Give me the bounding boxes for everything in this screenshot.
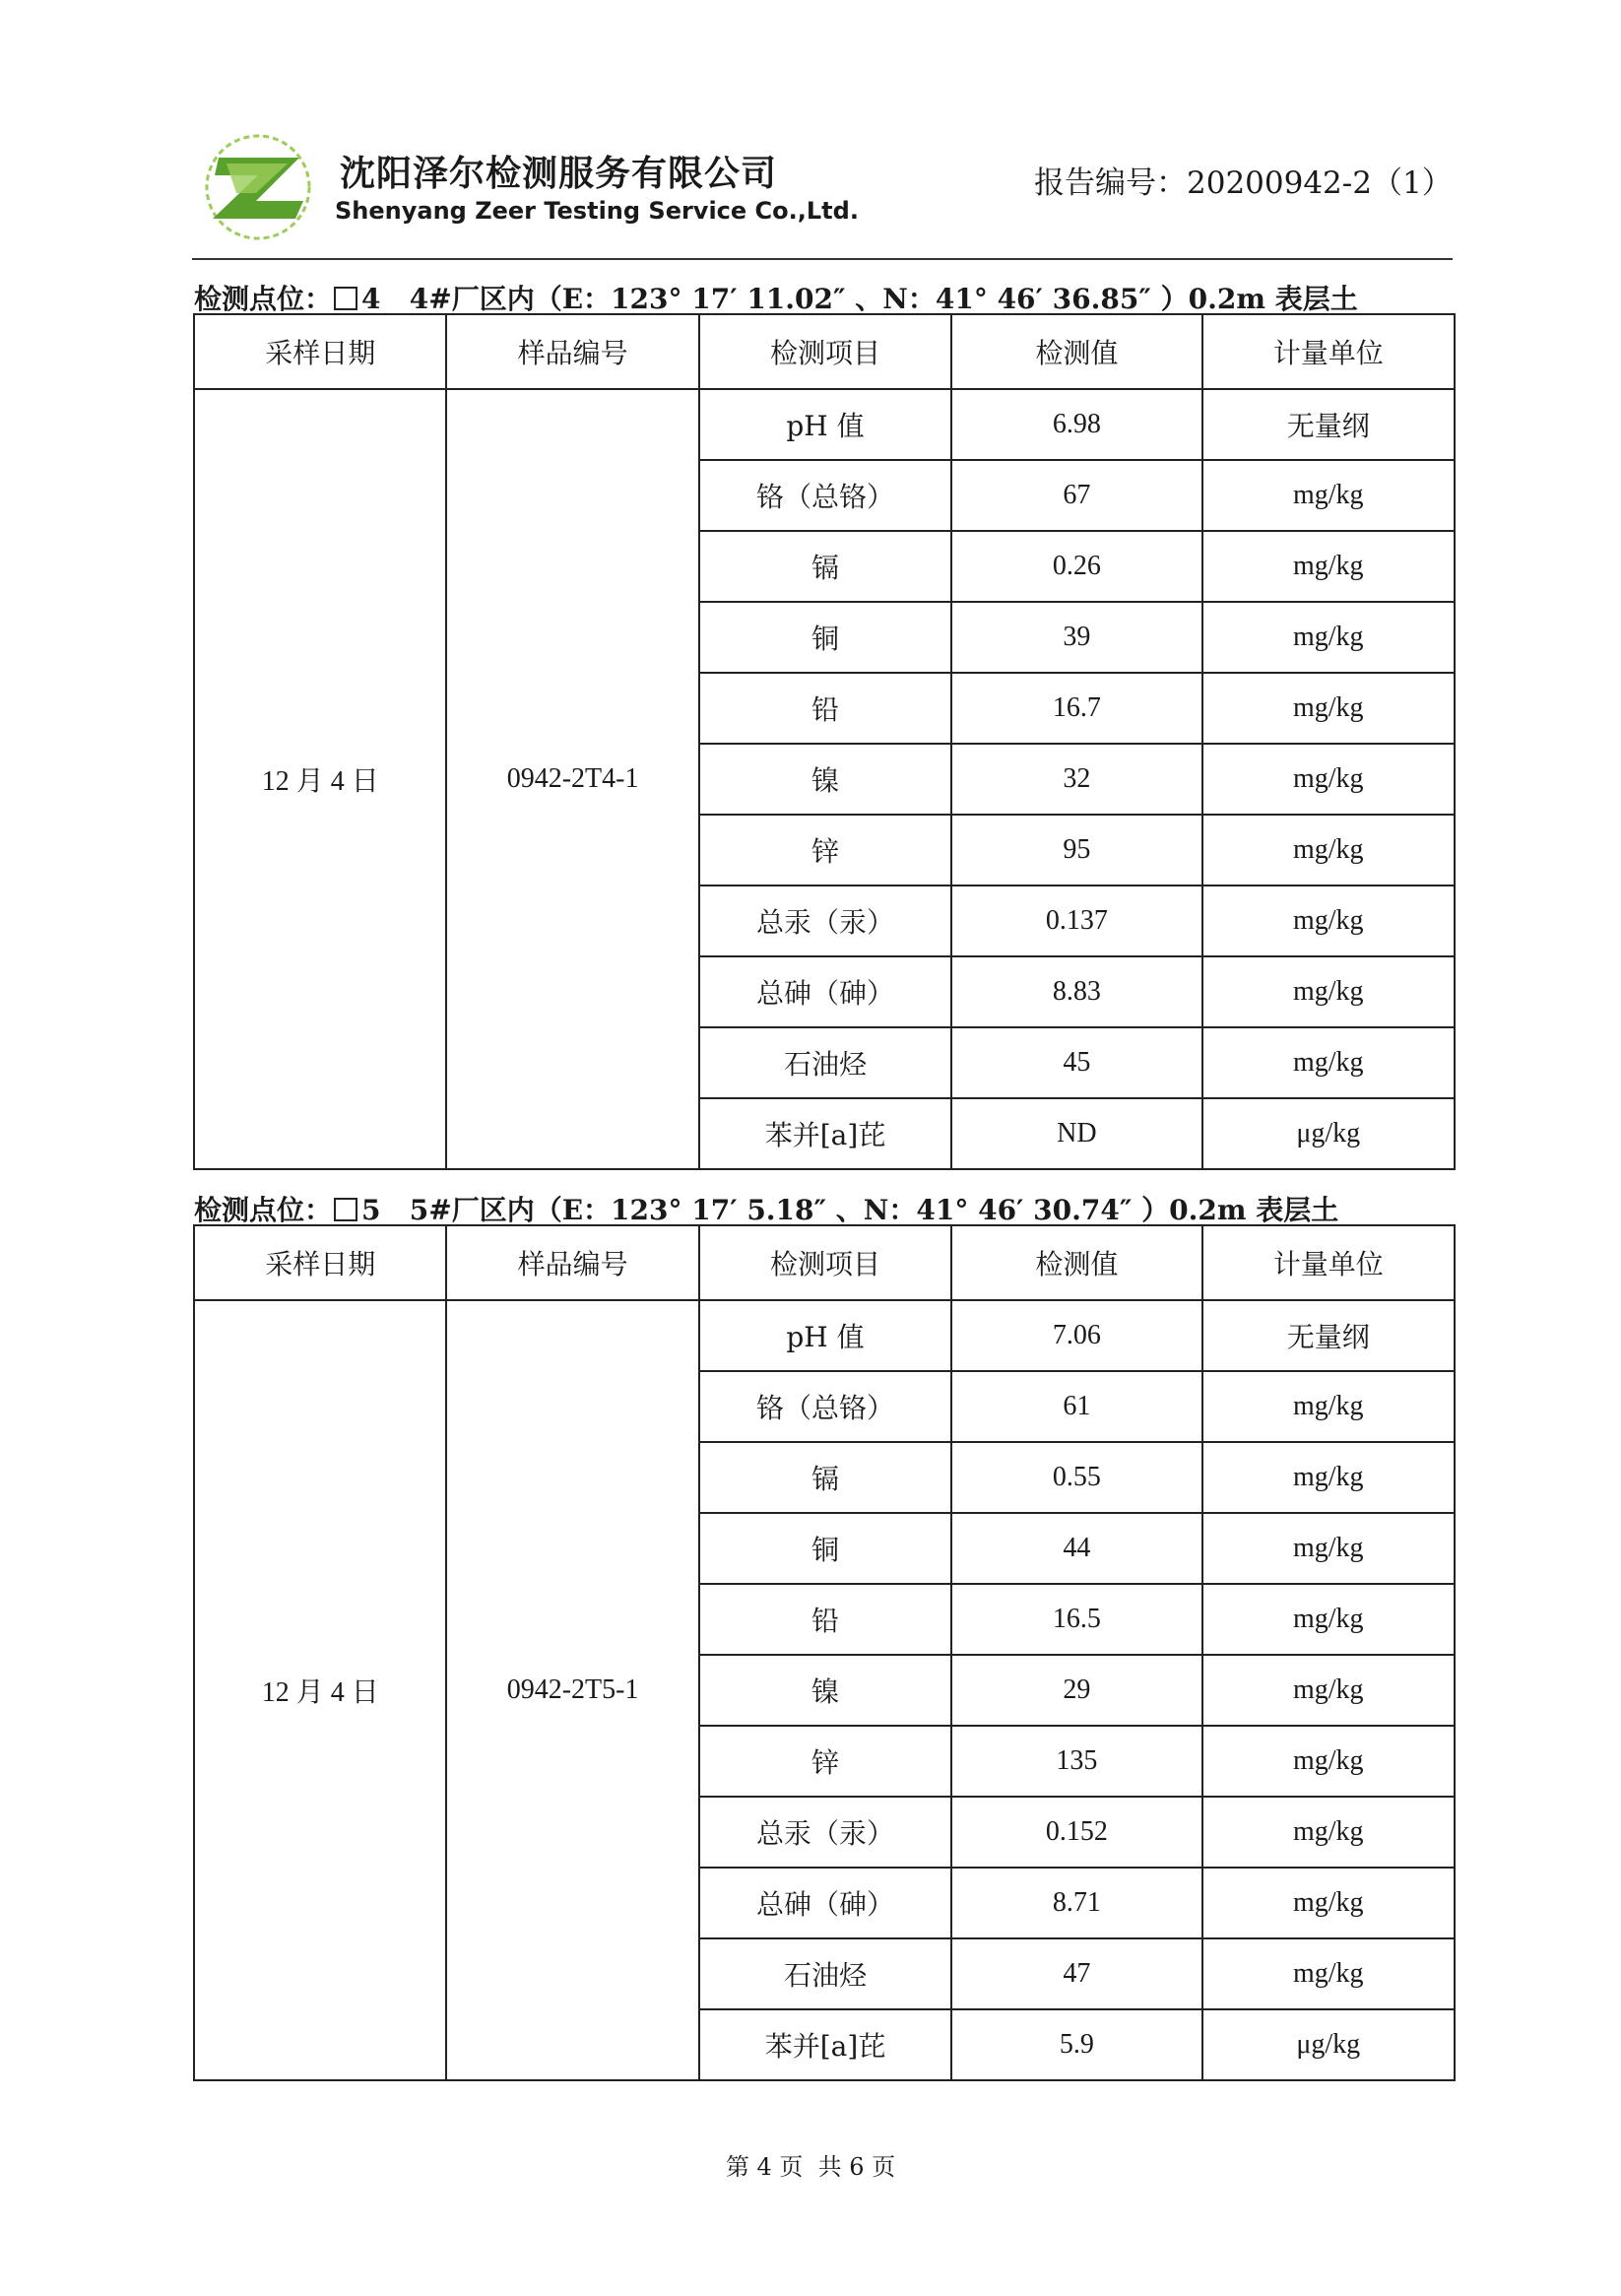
test-unit: mg/kg [1202,673,1455,744]
test-unit: mg/kg [1202,744,1455,815]
site-point-id: 4 [361,283,381,315]
test-value: 45 [951,1027,1201,1098]
test-value: 29 [951,1655,1201,1726]
test-item: 苯并[a]芘 [699,1098,951,1169]
test-unit: mg/kg [1202,602,1455,673]
test-unit: mg/kg [1202,1513,1455,1584]
test-value: 16.7 [951,673,1201,744]
test-value: 61 [951,1371,1201,1442]
report-number-value: 20200942-2（1） [1187,165,1453,201]
site-point-label: 检测点位： [194,1194,333,1226]
results-table [193,313,1456,1170]
test-value: 135 [951,1726,1201,1797]
test-value: 8.71 [951,1868,1201,1938]
test-unit: mg/kg [1202,815,1455,886]
test-item: 铬（总铬） [699,460,951,531]
test-unit: 无量纲 [1202,1300,1455,1371]
site-point-desc: 4#厂区内（E：123° 17′ 11.02″ 、N：41° 46′ 36.85″ ）0.2m 表层土 [409,283,1358,315]
test-value: 47 [951,1938,1201,2009]
test-unit: mg/kg [1202,1442,1455,1513]
test-item: 苯并[a]芘 [699,2009,951,2080]
test-unit: μg/kg [1202,2009,1455,2080]
test-item: 锌 [699,1726,951,1797]
col-header-sample-id: 样品编号 [446,314,698,389]
test-value: 8.83 [951,956,1201,1027]
test-item: 铅 [699,1584,951,1655]
site-point-desc: 5#厂区内（E：123° 17′ 5.18″ 、N：41° 46′ 30.74″ ）0.2m 表层土 [409,1194,1339,1226]
site-point-line [194,1189,1338,1228]
col-header-value: 检测值 [951,1225,1201,1300]
test-value: 67 [951,460,1201,531]
test-item: pH 值 [699,1300,951,1371]
test-unit: mg/kg [1202,1868,1455,1938]
table-header-row [194,314,1455,389]
header-divider [192,258,1453,260]
test-value: 95 [951,815,1201,886]
sampling-date: 12 月 4 日 [194,1300,446,2080]
test-item: 石油烃 [699,1938,951,2009]
test-value: 0.26 [951,531,1201,602]
results-table [193,1224,1456,2081]
test-value: 44 [951,1513,1201,1584]
test-item: 铅 [699,673,951,744]
col-header-sample-id: 样品编号 [446,1225,698,1300]
test-item: 铬（总铬） [699,1371,951,1442]
col-header-unit: 计量单位 [1202,314,1455,389]
test-unit: mg/kg [1202,1655,1455,1726]
test-item: 总汞（汞） [699,1797,951,1868]
test-item: 总砷（砷） [699,1868,951,1938]
test-unit: mg/kg [1202,1797,1455,1868]
test-unit: mg/kg [1202,1584,1455,1655]
test-item: 总砷（砷） [699,956,951,1027]
test-item: 镉 [699,1442,951,1513]
test-value: 0.137 [951,886,1201,956]
page-number: 第 4 页 共 6 页 [725,2153,896,2181]
test-item: 石油烃 [699,1027,951,1098]
site-point-id: 5 [361,1194,381,1226]
col-header-unit: 计量单位 [1202,1225,1455,1300]
test-value: ND [951,1098,1201,1169]
test-item: 镉 [699,531,951,602]
col-header-date: 采样日期 [194,1225,446,1300]
test-item: 镍 [699,1655,951,1726]
checkbox-icon [334,287,357,310]
test-item: 镍 [699,744,951,815]
company-name-en: Shenyang Zeer Testing Service Co.,Ltd. [335,197,859,225]
test-item: 铜 [699,1513,951,1584]
col-header-date: 采样日期 [194,314,446,389]
test-item: pH 值 [699,389,951,460]
test-value: 16.5 [951,1584,1201,1655]
test-value: 6.98 [951,389,1201,460]
col-header-item: 检测项目 [699,1225,951,1300]
test-unit: mg/kg [1202,1027,1455,1098]
test-unit: mg/kg [1202,956,1455,1027]
test-value: 32 [951,744,1201,815]
checkbox-icon [334,1198,357,1221]
test-value: 39 [951,602,1201,673]
test-unit: mg/kg [1202,1938,1455,2009]
page-footer [0,2147,1621,2182]
report-number-label: 报告编号： [1034,165,1187,201]
sampling-date: 12 月 4 日 [194,389,446,1169]
report-number [1034,158,1453,202]
test-value: 0.152 [951,1797,1201,1868]
test-unit: mg/kg [1202,1726,1455,1797]
sample-id: 0942-2T4-1 [446,389,698,1169]
table-header-row [194,1225,1455,1300]
test-unit: mg/kg [1202,1371,1455,1442]
col-header-item: 检测项目 [699,314,951,389]
col-header-value: 检测值 [951,314,1201,389]
company-logo [197,128,325,246]
table-row [194,389,1455,460]
site-point-label: 检测点位： [194,283,333,315]
test-unit: mg/kg [1202,460,1455,531]
test-item: 总汞（汞） [699,886,951,956]
table-row [194,1300,1455,1371]
test-unit: 无量纲 [1202,389,1455,460]
test-value: 0.55 [951,1442,1201,1513]
test-unit: mg/kg [1202,886,1455,956]
site-point-line [194,278,1358,317]
test-value: 7.06 [951,1300,1201,1371]
company-name-cn: 沈阳泽尔检测服务有限公司 [340,154,778,194]
test-unit: mg/kg [1202,531,1455,602]
test-item: 铜 [699,602,951,673]
sample-id: 0942-2T5-1 [446,1300,698,2080]
test-item: 锌 [699,815,951,886]
test-value: 5.9 [951,2009,1201,2080]
test-unit: μg/kg [1202,1098,1455,1169]
